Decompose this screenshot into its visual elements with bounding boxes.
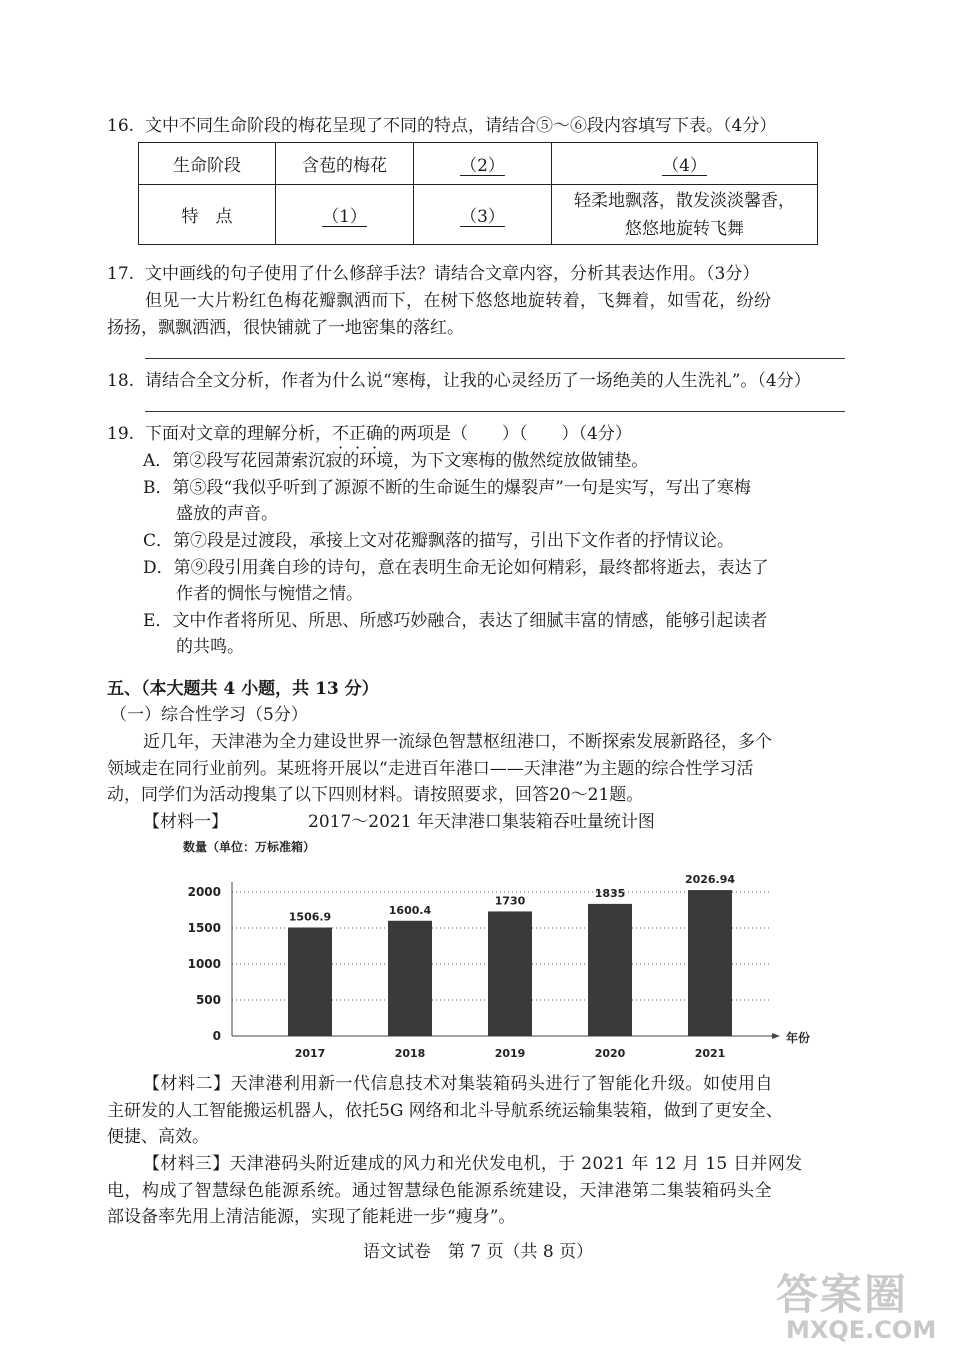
emphasis-char: 不 (332, 424, 349, 444)
material3-line3: 部设备率先用上清洁能源，实现了能耗进一步“瘦身”。 (107, 1207, 516, 1227)
q16-table (138, 142, 818, 245)
section-subheading: （一）综合性学习（5分） (110, 705, 308, 725)
q17-quote-line1: 但见一大片粉红色梅花瓣飘洒而下，在树下悠悠地旋转着，飞舞着，如雪花，纷纷 (145, 291, 772, 311)
y-tick-label: 1500 (187, 921, 221, 935)
table-cell: 含苞的梅花 (276, 143, 414, 185)
material2-line3: 便捷、高效。 (107, 1127, 209, 1147)
table-cell (414, 143, 552, 185)
table-cell (552, 143, 818, 185)
q16-text: 文中不同生命阶段的梅花呈现了不同的特点，请结合⑤～⑥段内容填写下表。（4分） (145, 116, 777, 136)
emphasis-char: 正 (349, 424, 366, 444)
blank-2: （2） (460, 156, 505, 176)
section-heading: 五、（本大题共 4 小题，共 13 分） (107, 679, 379, 699)
table-cell (552, 185, 818, 245)
q17-number: 17. (107, 264, 135, 284)
option-e-line1: E．文中作者将所见、所思、所感巧妙融合，表达了细腻丰富的情感，能够引起读者 (143, 611, 768, 631)
q19-number: 19. (107, 424, 135, 444)
blank-3: （3） (460, 207, 505, 227)
option-c: C．第⑦段是过渡段，承接上文对花瓣飘落的描写，引出下文作者的抒情议论。 (143, 531, 735, 551)
blank-4: （4） (662, 156, 707, 176)
answer-line (145, 411, 845, 412)
x-tick-label: 2017 (294, 1047, 326, 1060)
option-b-line2: 盛放的声音。 (176, 504, 278, 524)
watermark-url: MXQE.COM (786, 1316, 937, 1344)
answer-line (145, 358, 845, 359)
bar (388, 921, 432, 1036)
material3-line1: 【材料三】天津港码头附近建成的风力和光伏发电机，于 2021 年 12 月 15 日并网发 (143, 1154, 803, 1174)
watermark-logo: 答案圈 (776, 1270, 909, 1319)
option-d-line2: 作者的惆怅与惋惜之情。 (176, 584, 363, 604)
option-b-line1: B．第⑤段“我似乎听到了源源不断的生命诞生的爆裂声”一句是实写，写出了寒梅 (143, 478, 751, 498)
table-cell (276, 185, 414, 245)
q17-quote-line2: 扬扬，飘飘洒洒，很快铺就了一地密集的落红。 (107, 318, 464, 338)
x-tick-label: 2018 (394, 1047, 426, 1060)
x-tick-label: 2021 (694, 1047, 726, 1060)
option-d-line1: D．第⑨段引用龚自珍的诗句，意在表明生命无论如何精彩，最终都将逝去，表达了 (143, 558, 769, 578)
bar (488, 911, 532, 1036)
data-label: 1600.4 (388, 903, 432, 917)
y-tick-label: 1000 (187, 957, 221, 971)
x-tick-label: 2019 (494, 1047, 526, 1060)
q18-stem (107, 366, 811, 391)
q17-text: 文中画线的句子使用了什么修辞手法？请结合文章内容，分析其表达作用。（3分） (145, 264, 760, 284)
q19-post: 的两项是（ ）（ ）（4分） (383, 424, 632, 444)
q19-stem (107, 419, 632, 444)
y-axis-label: 数量（单位：万标准箱） (183, 840, 316, 854)
emphasis-char: 确 (366, 424, 383, 444)
y-tick-label: 500 (195, 993, 221, 1007)
data-label: 2026.94 (684, 873, 736, 887)
data-label: 1506.9 (288, 910, 332, 924)
bar (288, 928, 332, 1036)
option-e-line2: 的共鸣。 (176, 637, 244, 657)
material2-line2: 主研发的人工智能搬运机器人，依托5G 网络和北斗导航系统运输集装箱，做到了更安全、 (107, 1101, 783, 1121)
table-cell: 生命阶段 (139, 143, 276, 185)
chart-title: 2017～2021 年天津港口集装箱吞吐量统计图 (308, 812, 655, 832)
material1-label: 【材料一】 (143, 812, 228, 832)
blank-1: （1） (322, 207, 367, 227)
y-tick-label: 2000 (187, 885, 221, 899)
option-a: A．第②段写花园萧索沉寂的环境，为下文寒梅的傲然绽放做铺垫。 (143, 451, 649, 471)
bar (588, 904, 632, 1036)
page-footer: 语文试卷 第 7 页（共 8 页） (362, 1242, 594, 1262)
x-axis-arrow (772, 1033, 780, 1039)
material3-line2: 电，构成了智慧绿色能源系统。通过智慧绿色能源系统建设，天津港第二集装箱码头全 (107, 1181, 772, 1201)
table-cell: 特 点 (139, 185, 276, 245)
x-axis-label: 年份 (786, 1031, 811, 1045)
q16-stem (107, 111, 776, 136)
x-tick-label: 2020 (594, 1047, 626, 1060)
bar (688, 890, 732, 1036)
q16-number: 16. (107, 116, 135, 136)
intro-line1: 近几年，天津港为全力建设世界一流绿色智慧枢纽港口，不断探索发展新路径，多个 (143, 732, 772, 752)
q17-stem (107, 259, 759, 284)
q19-pre: 下面对文章的理解分析， (145, 424, 332, 444)
intro-line2: 领域走在同行业前列。某班将开展以“走进百年港口——天津港”为主题的综合性学习活 (107, 759, 754, 779)
data-label: 1730 (494, 894, 526, 908)
bar-chart (0, 830, 956, 1070)
material2-line1: 【材料二】天津港利用新一代信息技术对集装箱码头进行了智能化升级。如使用自 (143, 1074, 773, 1094)
intro-line3: 动，同学们为活动搜集了以下四则材料。请按照要求，回答20～21题。 (107, 785, 644, 805)
table-cell (414, 185, 552, 245)
data-label: 1835 (594, 886, 626, 900)
table-cell-line: 悠悠地旋转飞舞 (625, 218, 744, 239)
q18-number: 18. (107, 371, 135, 391)
table-cell-line: 轻柔地飘落，散发淡淡馨香， (574, 190, 795, 211)
q18-text: 请结合全文分析，作者为什么说“寒梅，让我的心灵经历了一场绝美的人生洗礼”。（4分） (145, 371, 811, 391)
y-tick-label: 0 (212, 1029, 221, 1043)
